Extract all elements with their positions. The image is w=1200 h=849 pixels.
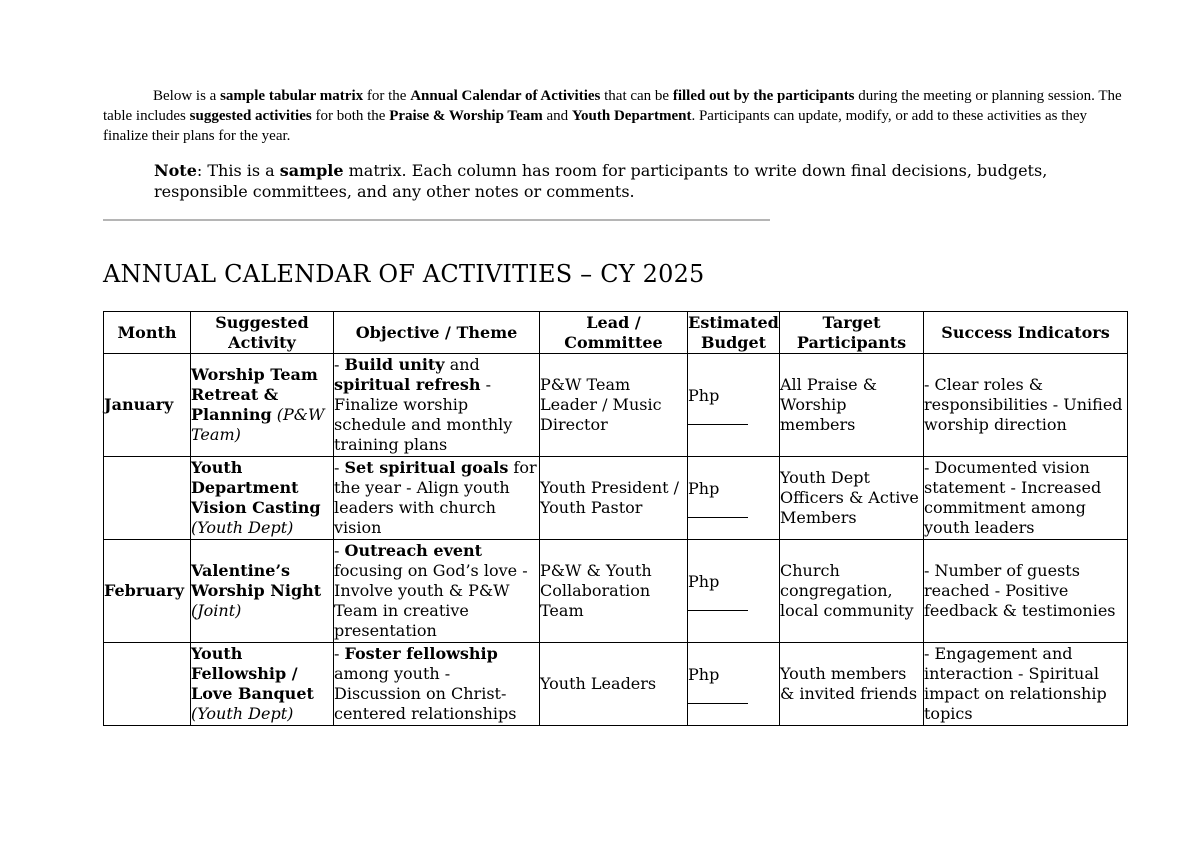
cell-budget[interactable] — [688, 457, 780, 540]
intro-text: during the meeting or planning session. The table includes — [103, 88, 1122, 124]
intro-bold: Youth Department — [571, 108, 692, 124]
cell-budget[interactable] — [688, 540, 780, 643]
cell-lead: P&W Team Leader / Music Director — [540, 354, 688, 457]
intro-text: that can be — [600, 88, 673, 104]
cell-target: Youth members & invited friends — [780, 643, 924, 726]
intro-text: for both the — [311, 108, 390, 124]
activity-title: Valentine’s Worship Night — [191, 561, 322, 600]
table-header-row — [104, 312, 1128, 354]
table-row — [104, 354, 1128, 457]
note-label: Note — [154, 161, 197, 180]
objective-text: - — [334, 355, 345, 374]
cell-month — [104, 643, 191, 726]
objective-text: among youth - Discussion on Christ-centered relationships — [334, 664, 517, 723]
activities-table — [103, 311, 1128, 726]
activity-title: Youth Fellowship / Love Banquet — [191, 644, 314, 703]
header-estimated-budget: Estimated Budget — [688, 312, 779, 352]
document-page — [103, 86, 1127, 723]
cell-success: - Clear roles & responsibilities - Unified worship direction — [924, 354, 1128, 457]
budget-currency: Php — [688, 664, 720, 684]
intro-bold: suggested activities — [189, 108, 312, 124]
objective-text: and — [444, 355, 480, 374]
cell-success: - Number of guests reached - Positive feedback & testimonies — [924, 540, 1128, 643]
intro-bold: Annual Calendar of Activities — [410, 88, 601, 104]
note-text: : This is a — [196, 161, 280, 180]
intro-bold: filled out by the participants — [672, 88, 855, 104]
cell-activity — [191, 643, 334, 726]
page-title: ANNUAL CALENDAR OF ACTIVITIES – CY 2025 — [103, 260, 705, 288]
cell-objective — [334, 354, 540, 457]
cell-budget[interactable] — [688, 354, 780, 457]
objective-text: for the year - Align youth leaders with church vision — [334, 458, 537, 537]
budget-currency: Php — [688, 478, 720, 498]
objective-bold: Foster fellowship — [344, 644, 498, 663]
cell-activity — [191, 540, 334, 643]
intro-bold: sample tabular matrix — [220, 88, 364, 104]
budget-blank-line[interactable] — [688, 517, 748, 518]
intro-text: and — [542, 108, 572, 124]
cell-month: February — [104, 540, 191, 643]
budget-currency: Php — [688, 385, 720, 405]
header-success-indicators: Success Indicators — [924, 312, 1128, 354]
cell-lead: Youth President / Youth Pastor — [540, 457, 688, 540]
objective-bold: Set spiritual goals — [344, 458, 509, 477]
objective-text: focusing on God’s love - Involve youth & P&W Team in creative presentation — [334, 561, 528, 640]
intro-text: for the — [363, 88, 411, 104]
objective-bold: Build unity — [344, 355, 445, 374]
objective-bold: spiritual refresh — [334, 375, 481, 394]
cell-activity — [191, 354, 334, 457]
cell-objective — [334, 540, 540, 643]
activity-tag: (Joint) — [191, 601, 242, 620]
budget-currency: Php — [688, 571, 720, 591]
header-suggested-activity: Suggested Activity — [191, 312, 334, 354]
intro-paragraph — [103, 86, 1127, 146]
activity-tag: (Youth Dept) — [191, 518, 294, 537]
objective-text: - Finalize worship schedule and monthly training plans — [334, 375, 513, 454]
activity-title: Worship Team Retreat & Planning — [191, 365, 318, 424]
header-lead: Lead / Committee — [540, 312, 688, 354]
header-objective: Objective / Theme — [334, 312, 540, 354]
note-text: matrix. Each column has room for participants to write down final decisions, budgets, responsible committees, and any other notes or comments. — [154, 161, 1048, 201]
cell-lead: P&W & Youth Collaboration Team — [540, 540, 688, 643]
cell-month: January — [104, 354, 191, 457]
cell-objective — [334, 643, 540, 726]
objective-bold: Outreach event — [344, 541, 483, 560]
activity-tag: (Youth Dept) — [191, 704, 294, 723]
cell-success: - Documented vision statement - Increased commitment among youth leaders — [924, 457, 1128, 540]
table-row — [104, 457, 1128, 540]
cell-objective — [334, 457, 540, 540]
table-row — [104, 540, 1128, 643]
note-paragraph — [154, 160, 1054, 202]
budget-blank-line[interactable] — [688, 703, 748, 704]
cell-target: Church congregation, local community — [780, 540, 924, 643]
intro-text: . Participants can update, modify, or add to these activities as they finalize their plans for the year. — [103, 108, 1088, 144]
cell-activity — [191, 457, 334, 540]
header-month: Month — [104, 312, 191, 354]
intro-bold: Praise & Worship Team — [389, 108, 543, 124]
table-row — [104, 643, 1128, 726]
activity-tag: (P&W Team) — [191, 405, 325, 444]
cell-budget[interactable] — [688, 643, 780, 726]
budget-blank-line[interactable] — [688, 610, 748, 611]
cell-target: Youth Dept Officers & Active Members — [780, 457, 924, 540]
cell-success: - Engagement and interaction - Spiritual impact on relationship topics — [924, 643, 1128, 726]
horizontal-divider — [103, 219, 770, 221]
objective-text: - — [334, 644, 345, 663]
cell-lead: Youth Leaders — [540, 643, 688, 726]
intro-text: Below is a — [153, 88, 221, 104]
cell-target: All Praise & Worship members — [780, 354, 924, 457]
cell-month — [104, 457, 191, 540]
objective-text: - — [334, 458, 345, 477]
header-target-participants: Target Participants — [780, 312, 924, 354]
objective-text: - — [334, 541, 345, 560]
note-bold: sample — [279, 161, 344, 180]
activity-title: Youth Department Vision Casting — [191, 458, 321, 517]
budget-blank-line[interactable] — [688, 424, 748, 425]
